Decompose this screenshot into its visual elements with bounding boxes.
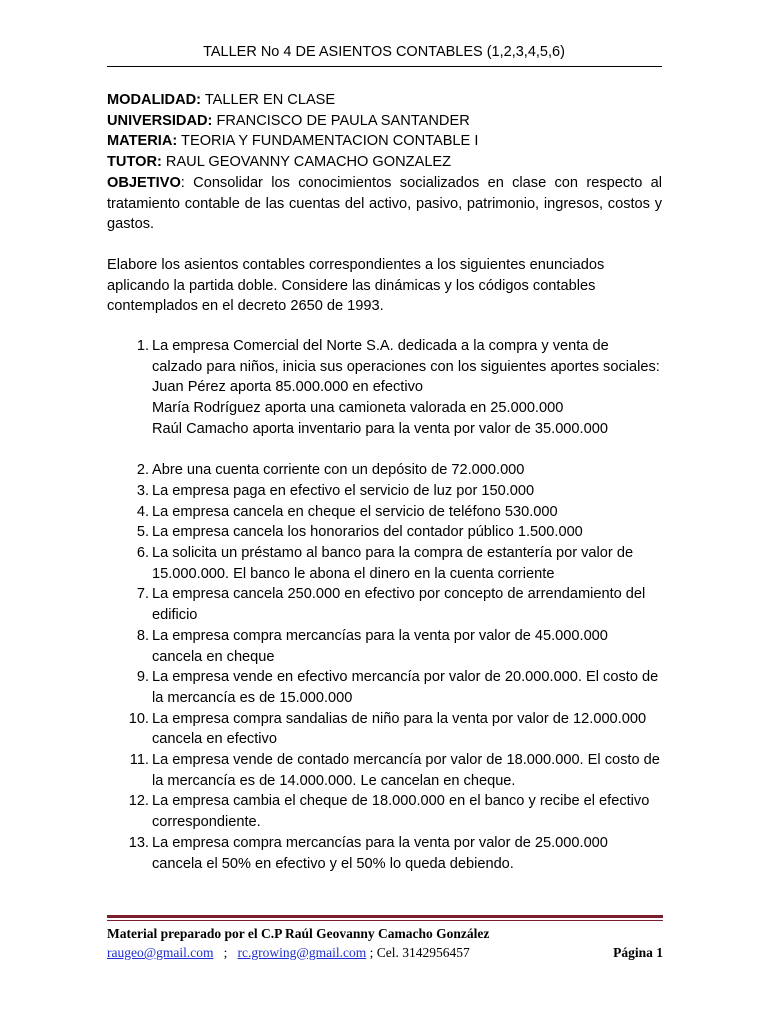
list-item-number: 5. [136,524,149,541]
list-item [107,833,662,874]
list-item [107,709,662,750]
instructions-paragraph: Elabore los asientos contables correspondientes a los siguientes enunciados aplicando la partida doble. Considere las dinámicas y los códigos contables contemplados en el decreto 2650 de 1993. [107,257,605,315]
list-item-text: La solicita un préstamo al banco para la compra de estantería por valor de 15.000.000. El banco le abona el dinero en la cuenta corriente [152,545,634,582]
list-item-number: 6. [136,545,149,562]
tutor-value: RAUL GEOVANNY CAMACHO GONZALEZ [161,154,452,171]
list-item-number: 13. [128,834,149,851]
materia-label: MATERIA: [107,133,178,150]
modalidad-value: TALLER EN CLASE [201,92,336,108]
list-item [107,667,662,708]
universidad-label: UNIVERSIDAD: [107,112,213,129]
contact-separator: ; [213,945,238,960]
list-item-number: 11. [129,752,149,769]
list-item-number: 1. [136,338,149,354]
email-link-2[interactable]: rc.growing@gmail.com [237,945,367,960]
list-item-text: La empresa cambia el cheque de 18.000.000 en el banco y recibe el efectivo correspondiente. [152,793,650,831]
list-item [107,543,662,584]
footer-author: Material preparado por el C.P Raúl Geovanny Camacho González [107,926,490,941]
list-item [107,584,662,625]
list-item [107,460,662,481]
list-item-text: La empresa vende de contado mercancía por valor de 18.000.000. El costo de la mercancía es de 14.000.000. Le cancelan en cheque. [152,752,660,789]
list-item-number: 4. [136,503,149,520]
header-divider [107,66,662,67]
list-item-number: 9. [136,669,149,686]
objetivo-label: OBJETIVO [107,174,181,191]
list-item-number: 3. [136,482,149,499]
modalidad-label: MODALIDAD: [107,92,202,108]
footer-rule-top [107,915,663,918]
list-item-number: 12. [128,793,149,810]
tutor-row [107,152,662,173]
list-item [107,336,662,440]
list-spacer [107,440,662,461]
list-item [107,522,662,543]
list-item-number: 2. [136,462,149,479]
materia-row [107,131,662,152]
universidad-value: FRANCISCO DE PAULA SANTANDER [212,112,470,129]
footer-contact [107,945,663,961]
exercise-list [107,336,662,874]
list-item [107,481,662,502]
list-item [107,750,662,791]
list-item-text: La empresa Comercial del Norte S.A. dedicada a la compra y venta de calzado para niños, inicia sus operaciones con los siguientes aportes sociales: Juan Pérez aporta 85.000.000 en efectivo María Rodríguez aporta una camioneta valorada en 25.000.000 Raúl Camacho aporta inventario para la venta por valor de 35.000.000 [152,338,660,437]
list-item-text: La empresa compra sandalias de niño para la venta por valor de 12.000.000 cancela en efectivo [152,710,647,748]
list-item-number: 7. [136,586,149,603]
page-number: Página 1 [613,945,663,960]
list-item-text: La empresa compra mercancías para la venta por valor de 25.000.000 cancela el 50% en efectivo y el 50% lo queda debiendo. [152,834,608,872]
list-item-number: 8. [136,627,149,644]
list-item-number: 10. [128,710,149,727]
email-link-1[interactable]: raugeo@gmail.com [107,945,214,960]
list-item-text: La empresa cancela en cheque el servicio de teléfono 530.000 [152,503,558,520]
footer-rule-bottom [107,920,663,921]
tutor-label: TUTOR: [107,154,162,171]
materia-value: TEORIA Y FUNDAMENTACION CONTABLE I [177,133,479,150]
list-item-text: La empresa cancela 250.000 en efectivo por concepto de arrendamiento del edificio [152,586,646,624]
list-item [107,502,662,523]
list-item-text: La empresa cancela los honorarios del contador público 1.500.000 [152,524,583,541]
list-item-text: La empresa paga en efectivo el servicio de luz por 150.000 [152,482,535,499]
list-item-text: La empresa vende en efectivo mercancía por valor de 20.000.000. El costo de la mercancía es de 15.000.000 [152,669,659,706]
page-header-title: TALLER No 4 DE ASIENTOS CONTABLES (1,2,3,4,5,6) [203,44,565,60]
modalidad-row [107,90,662,111]
phone-number: ; Cel. 3142956457 [366,945,470,960]
metadata-block [107,90,662,235]
list-item [107,791,662,832]
list-item-text: Abre una cuenta corriente con un depósito de 72.000.000 [152,462,525,479]
universidad-row [107,111,662,132]
list-item [107,626,662,667]
list-item-text: La empresa compra mercancías para la venta por valor de 45.000.000 cancela en cheque [152,627,608,665]
objetivo-paragraph [107,173,662,235]
objetivo-value: : Consolidar los conocimientos socializados en clase con respecto al tratamiento contable de las cuentas del activo, pasivo, patrimonio, ingresos, costos y gastos. [107,174,662,233]
